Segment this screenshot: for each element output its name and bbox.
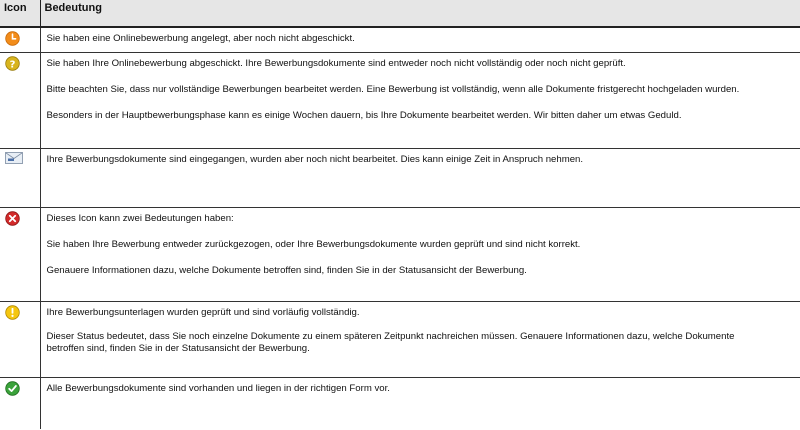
- table-row: [0, 27, 800, 53]
- svg-text:?: ?: [9, 59, 16, 71]
- envelope-icon: [5, 152, 23, 167]
- header-icon: Icon: [0, 0, 40, 27]
- row-text: betroffen sind, finden Sie in der Statusansicht der Bewerbung.: [46, 343, 310, 354]
- x-red-icon: [5, 211, 20, 229]
- table-row: [0, 53, 800, 149]
- row-text: Bitte beachten Sie, dass nur vollständige Bewerbungen bearbeitet werden. Eine Bewerbung ist vollständig, wenn alle Dokumente fristgerecht hochgeladen wurden.: [46, 84, 740, 95]
- row-text: Ihre Bewerbungsunterlagen wurden geprüft und sind vorläufig vollständig.: [46, 307, 360, 318]
- checkmark-green-icon: [5, 381, 20, 399]
- question-yellow-icon: [5, 56, 20, 74]
- clock-orange-icon: [5, 31, 20, 49]
- table-row: [0, 149, 800, 208]
- row-text: Sie haben Ihre Onlinebewerbung abgeschickt. Ihre Bewerbungsdokumente sind entweder noch nicht vollständig oder noch nicht geprüft.: [46, 58, 626, 69]
- exclamation-yellow-icon: [5, 305, 20, 323]
- row-text: Genauere Informationen dazu, welche Dokumente betroffen sind, finden Sie in der Statusansicht der Bewerbung.: [46, 265, 527, 276]
- row-text: Alle Bewerbungsdokumente sind vorhanden und liegen in der richtigen Form vor.: [46, 383, 390, 394]
- row-text: Sie haben eine Onlinebewerbung angelegt, aber noch nicht abgeschickt.: [46, 33, 355, 44]
- row-text: Dieser Status bedeutet, dass Sie noch einzelne Dokumente zu einem späteren Zeitpunkt nachreichen müssen. Genauere Informationen dazu, welche Dokumente: [46, 331, 735, 342]
- table-row: [0, 378, 800, 430]
- header-meaning: Bedeutung: [40, 0, 800, 27]
- row-text: Besonders in der Hauptbewerbungsphase kann es einige Wochen dauern, bis Ihre Dokumente bearbeitet werden. Wir bitten daher um etwas Geduld.: [46, 110, 682, 121]
- row-text: Sie haben Ihre Bewerbung entweder zurückgezogen, oder Ihre Bewerbungsdokumente wurden geprüft und sind nicht korrekt.: [46, 239, 581, 250]
- table-row: [0, 302, 800, 378]
- row-text: Dieses Icon kann zwei Bedeutungen haben:: [46, 213, 234, 224]
- table-row: [0, 208, 800, 302]
- table-header-row: [0, 0, 800, 27]
- row-text: Ihre Bewerbungsdokumente sind eingegangen, wurden aber noch nicht bearbeitet. Dies kann einige Zeit in Anspruch nehmen.: [46, 154, 584, 165]
